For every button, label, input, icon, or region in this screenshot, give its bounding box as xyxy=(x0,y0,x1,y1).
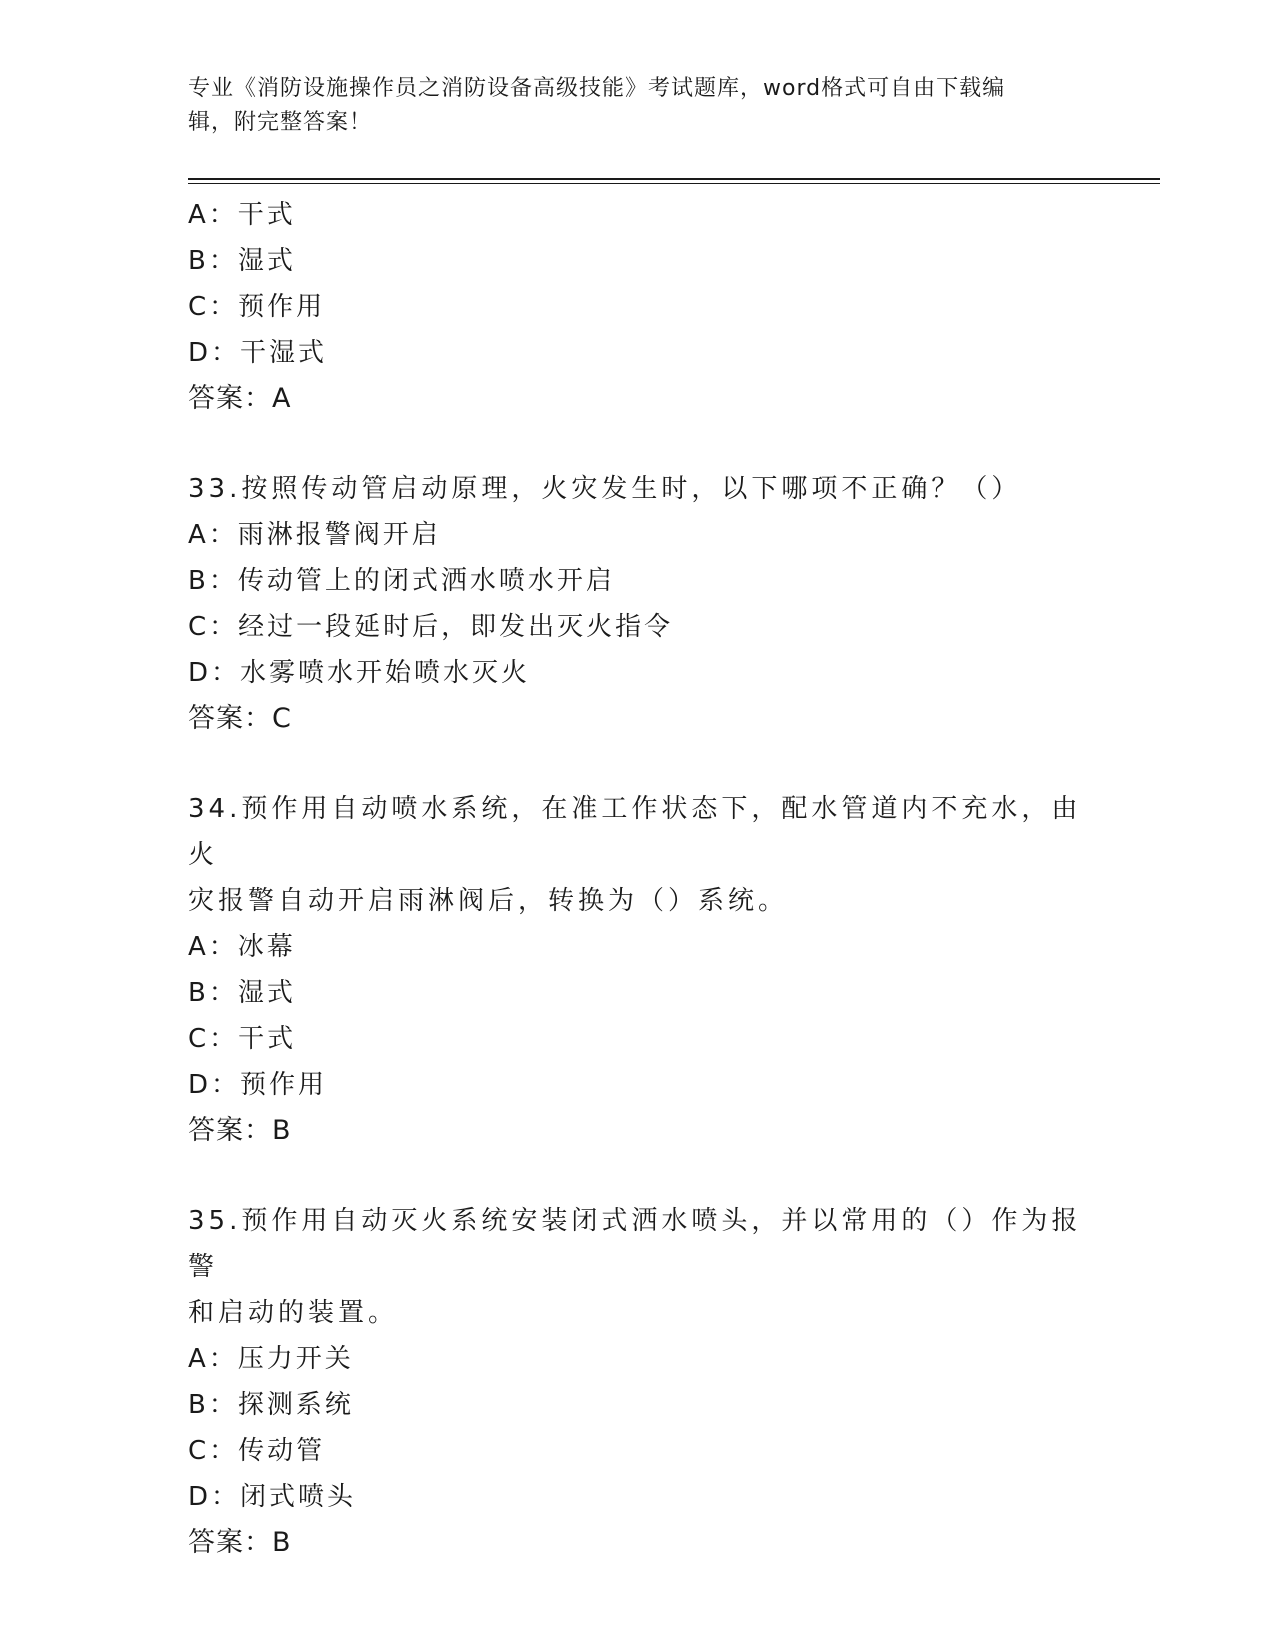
option-d: D：水雾喷水开始喷水灭火 xyxy=(188,658,531,688)
question-stem: 33.按照传动管启动原理，火灾发生时，以下哪项不正确？（） xyxy=(188,474,1022,504)
option-c: C：预作用 xyxy=(188,292,326,322)
question-block-34 xyxy=(188,786,1088,1154)
question-block-33 xyxy=(188,466,1088,742)
question-stem-line-2: 和启动的装置。 xyxy=(188,1298,399,1328)
option-d: D：预作用 xyxy=(188,1070,328,1100)
option-a: A：压力开关 xyxy=(188,1344,354,1374)
option-b: B：探测系统 xyxy=(188,1390,354,1420)
question-block-32 xyxy=(188,192,1088,422)
option-a: A：干式 xyxy=(188,200,296,230)
option-b: B：传动管上的闭式洒水喷水开启 xyxy=(188,566,615,596)
question-list xyxy=(188,192,1088,1566)
answer-line: 答案：A xyxy=(188,383,292,414)
option-c: C：传动管 xyxy=(188,1436,326,1466)
option-a: A：冰幕 xyxy=(188,932,296,962)
answer-line: 答案：C xyxy=(188,703,292,734)
option-d: D：闭式喷头 xyxy=(188,1482,357,1512)
header-line-2: 辑，附完整答案！ xyxy=(188,110,373,135)
option-b: B：湿式 xyxy=(188,246,296,276)
question-stem-line-1: 35.预作用自动灭火系统安装闭式洒水喷头，并以常用的（）作为报警 xyxy=(188,1206,1082,1282)
option-c: C：经过一段延时后，即发出灭火指令 xyxy=(188,612,674,642)
answer-line: 答案：B xyxy=(188,1527,292,1558)
answer-line: 答案：B xyxy=(188,1115,292,1146)
option-d: D：干湿式 xyxy=(188,338,328,368)
option-a: A：雨淋报警阀开启 xyxy=(188,520,441,550)
question-stem-line-1: 34.预作用自动喷水系统，在准工作状态下，配水管道内不充水，由火 xyxy=(188,794,1082,870)
question-stem-line-2: 灾报警自动开启雨淋阀后，转换为（）系统。 xyxy=(188,886,789,916)
option-b: B：湿式 xyxy=(188,978,296,1008)
header-line-1: 专业《消防设施操作员之消防设备高级技能》考试题库，word格式可自由下载编 xyxy=(188,76,1006,101)
question-block-35 xyxy=(188,1198,1088,1566)
header-divider-thick xyxy=(188,178,1160,180)
document-header xyxy=(188,72,1068,140)
header-divider-thin xyxy=(188,183,1160,184)
option-c: C：干式 xyxy=(188,1024,297,1054)
